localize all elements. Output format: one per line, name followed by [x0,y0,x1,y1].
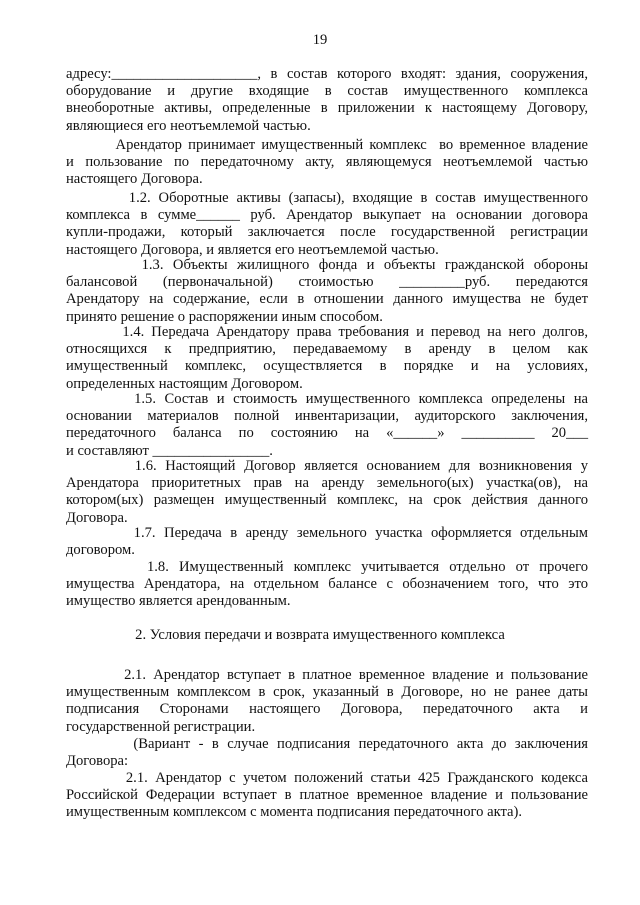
text-line: 1.7. Передача в аренду земельного участка оформляется отдельным [66,525,588,541]
paragraph-1-5 [66,391,588,460]
text-line: основании материалов полной инвентаризации, аудиторского заключения, [66,408,588,425]
text-line: Арендатору на содержание, если в отношении данного имущества не будет [66,291,588,308]
text-line: Договора: [66,753,129,770]
text-line: настоящего Договора. [66,171,203,188]
paragraph-acceptance [66,137,588,189]
text-line: определенных настоящим Договором. [66,375,303,392]
text-line: 1.2. Оборотные активы (запасы), входящие в состав имущественного [66,190,588,206]
paragraph-2-1-alt [66,770,588,822]
text-line: балансовой (первоначальной) стоимостью _________руб. передаются [66,274,588,291]
text-line: договором. [66,542,135,559]
text-line: купли-продажи, который заключается после государственной регистрации [66,224,588,241]
paragraph-1-3 [66,257,588,326]
text-line: адресу:____________________, в состав которого входят: здания, сооружения, [66,66,588,82]
text-line: подписания Сторонами настоящего Договора, передаточного акта и [66,701,588,718]
paragraph-1-2 [66,190,588,259]
paragraph-1-6 [66,458,588,527]
text-line: имущества Арендатора, на отдельном балансе с обозначением того, что это [66,576,588,593]
text-line: котором(ых) размещен имущественный комплекс, на срок действия данного [66,492,588,509]
text-line: являющиеся его неотъемлемой частью. [66,117,311,134]
text-line: и составляют ________________. [66,442,273,459]
paragraph-1-8 [66,559,588,611]
paragraph-1-4 [66,324,588,393]
text-line: Арендатора приоритетных прав на аренду земельного(ых) участка(ов), на [66,475,588,492]
paragraph-address [66,66,588,135]
text-line: внеоборотные активы, определенные в приложении к настоящему Договору, [66,100,588,117]
paragraph-1-7 [66,525,588,559]
paragraph-2-1 [66,667,588,736]
text-line: 1.5. Состав и стоимость имущественного комплекса определены на [66,391,588,407]
text-line: Российской Федерации вступает в платное временное владение и пользование [66,787,588,804]
text-line: комплекса в сумме______ руб. Арендатор выкупает на основании договора [66,207,588,224]
paragraph-variant [66,736,588,770]
text-line: оборудование и другие входящие в состав имущественного комплекса [66,83,588,100]
text-line: настоящего Договора, и является его неотъемлемой частью. [66,241,439,258]
text-line: Арендатор принимает имущественный комплекс во временное владение [66,137,588,153]
text-line: 1.6. Настоящий Договор является основанием для возникновения у [66,458,588,474]
text-line: (Вариант - в случае подписания передаточного акта до заключения [66,736,588,752]
text-line: имущественным комплексом с момента подписания передаточного акта). [66,804,523,821]
text-line: относящихся к предприятию, передаваемому в аренду в целом как [66,341,588,358]
text-line: государственной регистрации. [66,718,256,735]
text-line: 1.4. Передача Арендатору права требования и перевод на него долгов, [66,324,588,340]
text-line: и пользование по передаточному акту, являющемуся неотъемлемой частью [66,154,588,171]
text-line: 1.8. Имущественный комплекс учитывается отдельно от прочего [66,559,588,575]
text-line: 2.1. Арендатор с учетом положений статьи 425 Гражданского кодекса [66,770,588,786]
text-line: 2.1. Арендатор вступает в платное временное владение и пользование [66,667,588,683]
section-heading: 2. Условия передачи и возврата имущественного комплекса [135,627,505,643]
text-line: передаточного баланса по состоянию на «______» __________ 20___ [66,425,588,442]
text-line: принято решение о распоряжении иным способом. [66,308,383,325]
text-line: Договора. [66,509,128,526]
text-line: имущественным комплексом в срок, указанный в Договоре, но не ранее даты [66,684,588,701]
page-number: 19 [312,32,328,48]
text-line: 1.3. Объекты жилищного фонда и объекты гражданской обороны [66,257,588,273]
text-line: имущество является арендованным. [66,593,291,610]
text-line: имущественный комплекс, осуществляется в порядке и на условиях, [66,358,588,375]
